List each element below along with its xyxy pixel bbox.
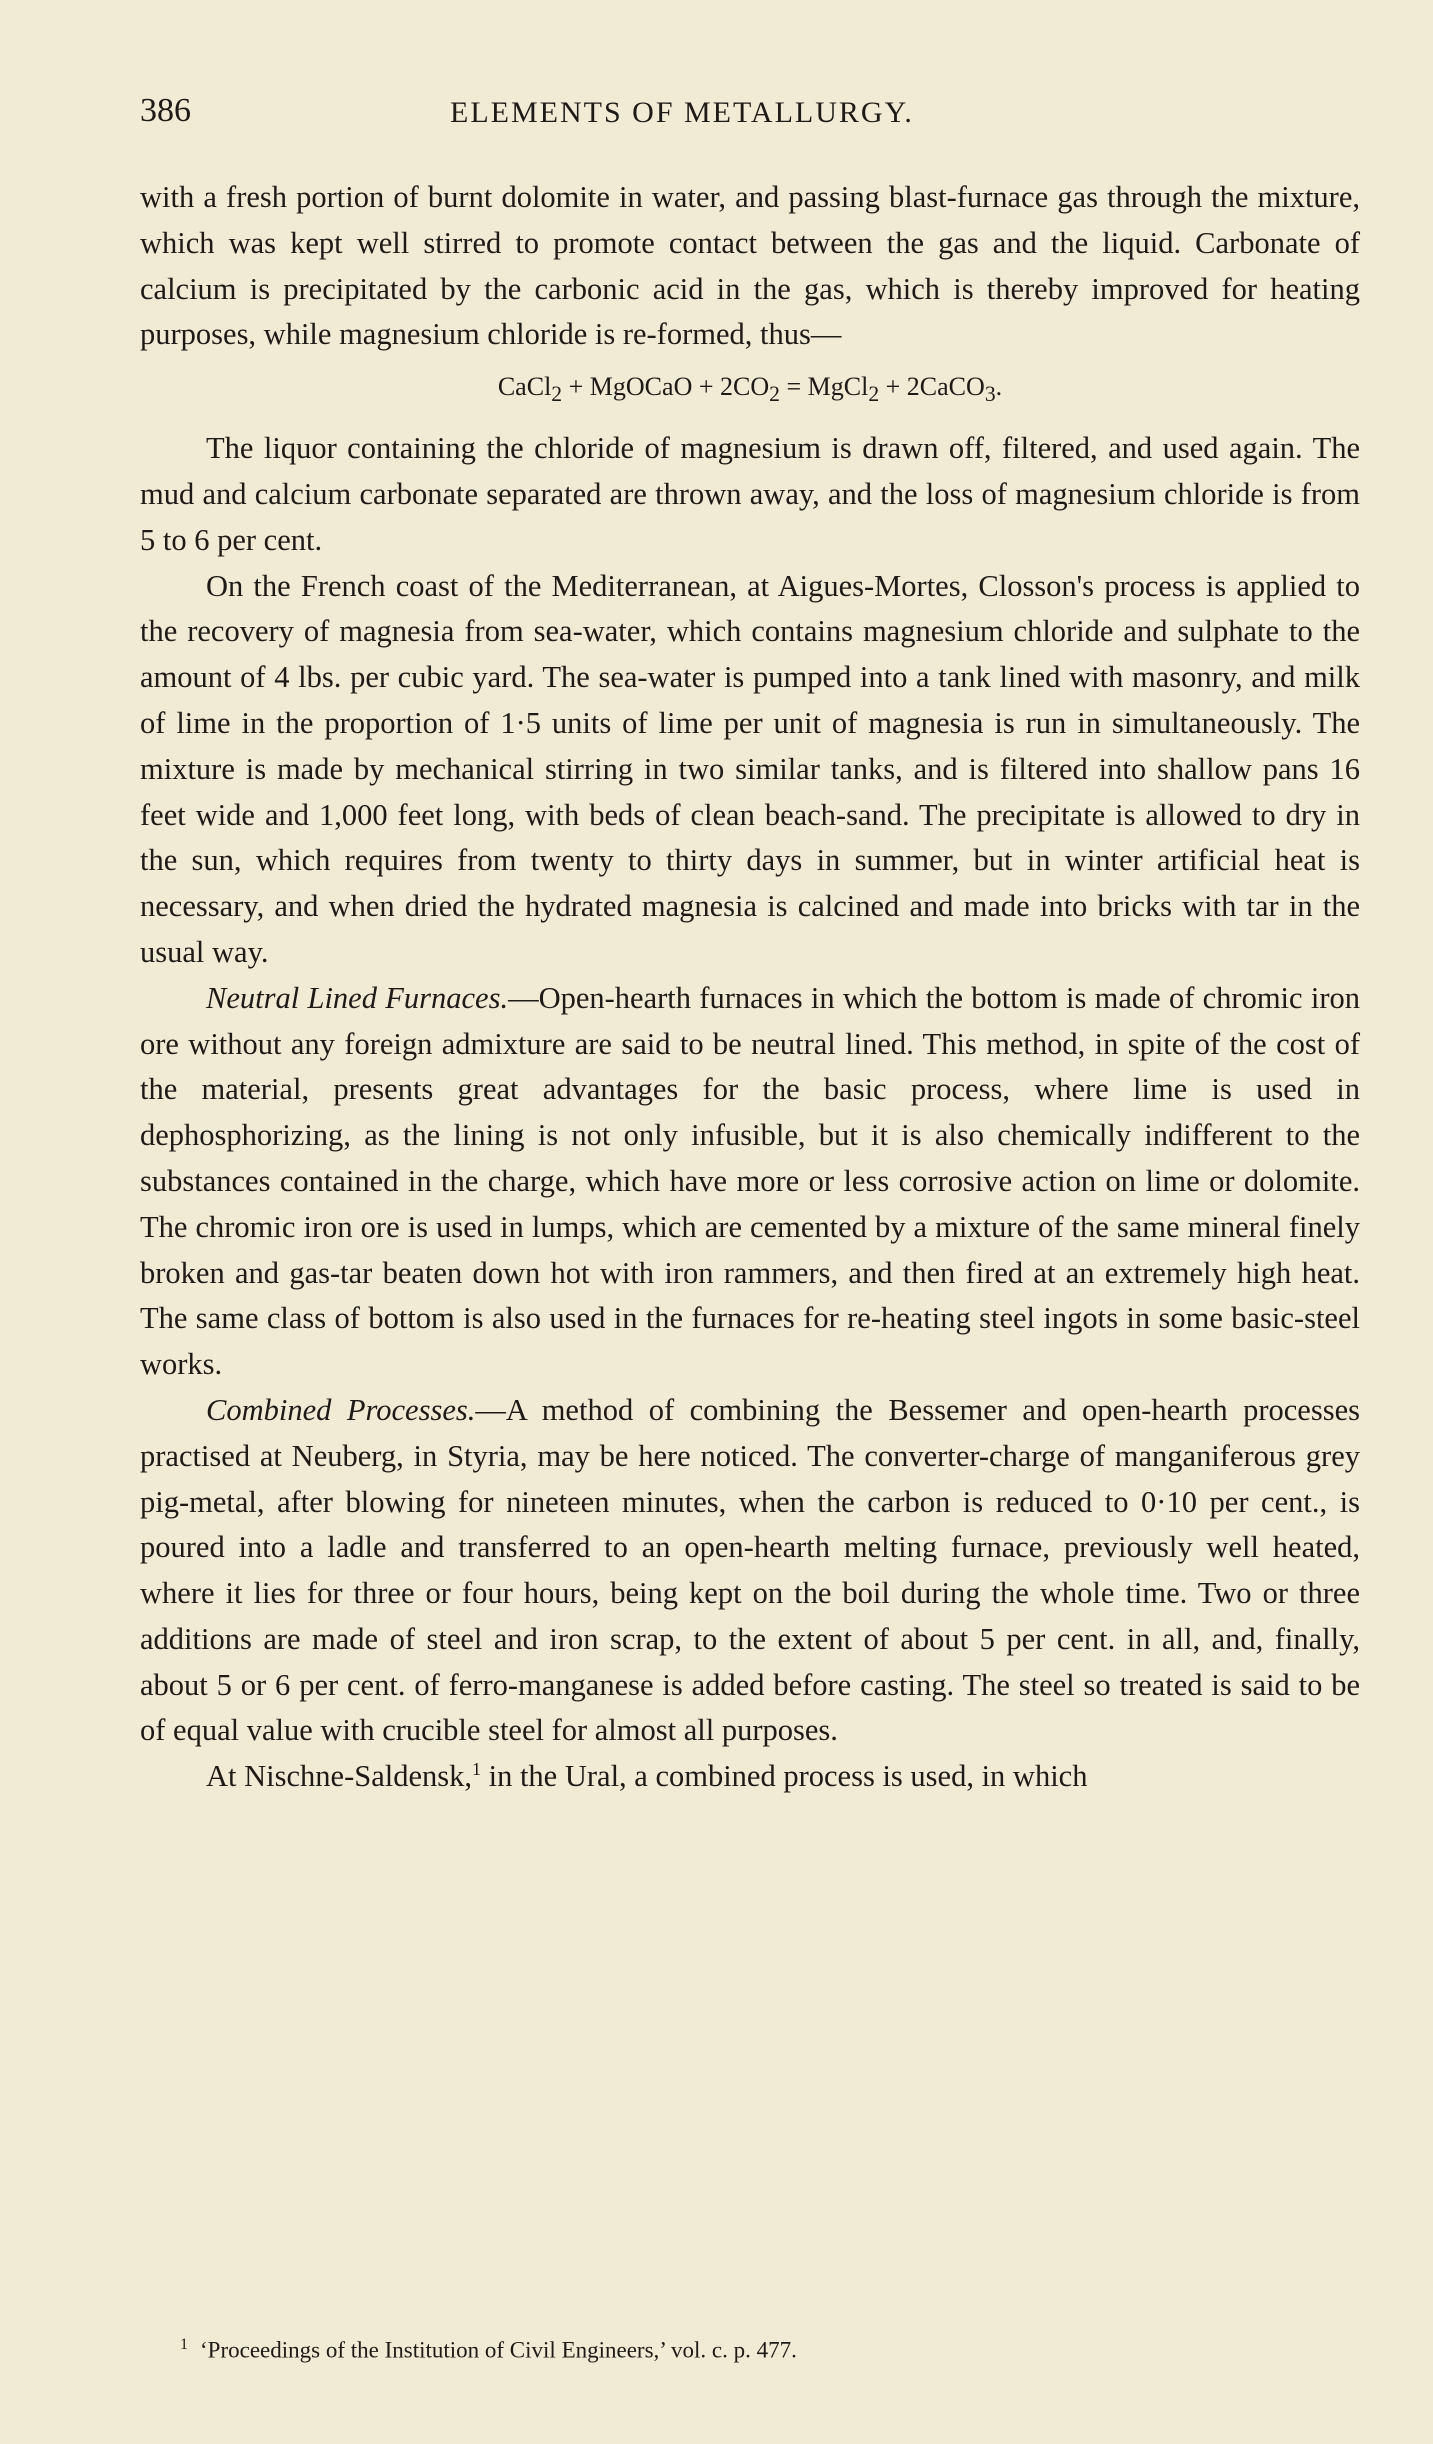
equation-subscript: 2 (769, 382, 780, 407)
footnote (180, 2330, 1360, 2366)
page-number: 386 (140, 92, 191, 129)
equation-term: = MgCl (779, 372, 869, 402)
paragraph-nischne-saldensk (140, 1754, 1360, 1800)
equation-term: . (995, 372, 1003, 402)
page-header (140, 92, 1360, 136)
paragraph-text: —Open-hearth furnaces in which the bottom is made of chromic iron ore without any foreign admixture are said to be neutral lined. This method, in spite of the cost of the material, presents great advantages for the basic process, where lime is used in dephosphorizing, as the lining is not only infusible, but it is also chemically indifferent to the substances contained in the charge, which have more or less corrosive action on lime or dolomite. The chromic iron ore is used in lumps, which are cemented by a mixture of the same mineral finely broken and gas-tar beaten down hot with iron rammers, and then fired at an extremely high heat. The same class of bottom is also used in the furnaces for re-heating steel ingots in some basic-steel works. (140, 980, 1360, 1382)
chemical-equation (140, 364, 1360, 418)
paragraph-text: At Nischne-Saldensk, (206, 1759, 472, 1794)
equation-term: + 2CaCO (879, 372, 985, 402)
paragraph-continuation: with a fresh portion of burnt dolomite in water, and passing blast-furnace gas through the mixture, which was kept well stirred to promote contact between the gas and the liquid. Carbonate of calcium is precipitated by the carbonic acid in the gas, which is thereby improved for heating purposes, while magnesium chloride is re-formed, thus— (140, 180, 1360, 352)
equation-subscript: 2 (868, 382, 880, 407)
equation-subscript: 3 (984, 382, 996, 407)
running-title: ELEMENTS OF METALLURGY. (450, 96, 914, 129)
footnote-reference: 1 (471, 1759, 481, 1780)
paragraph-text: —A method of combining the Bessemer and open-hearth processes practised at Neuberg, in Styria, may be here noticed. The converter-charge of manganiferous grey pig-metal, after blowing for nineteen minutes, when the carbon is reduced to 0·10 per cent., is poured into a ladle and transferred to an open-hearth melting furnace, previously well heated, where it lies for three or four hours, being kept on the boil during the whole time. Two or three additions are made of steel and iron scrap, to the extent of about 5 per cent. in all, and, finally, about 5 or 6 per cent. of ferro-manganese is added before casting. The steel so treated is said to be of equal value with crucible steel for almost all purposes. (140, 1392, 1360, 1748)
paragraph-text: in the Ural, a combined process is used, in which (480, 1759, 1088, 1794)
body-text (140, 175, 1360, 1800)
section-heading-combined-processes: Combined Processes. (206, 1392, 476, 1427)
paragraph-liquor: The liquor containing the chloride of magnesium is drawn off, filtered, and used again. The mud and calcium carbonate separated are thrown away, and the loss of magnesium chloride is from 5 to 6 per cent. (140, 431, 1360, 557)
footnote-text: ‘Proceedings of the Institution of Civil Engineers,’ vol. c. p. 477. (200, 2337, 797, 2363)
equation-term: + MgOCaO + 2CO (562, 372, 770, 402)
paragraph-combined-processes (140, 1388, 1360, 1754)
section-heading-neutral-lined: Neutral Lined Furnaces. (206, 980, 509, 1015)
equation-subscript: 2 (551, 382, 563, 407)
footnote-number: 1 (180, 2336, 188, 2353)
equation-term: CaCl (497, 372, 552, 402)
paragraph-neutral-lined-furnaces (140, 976, 1360, 1388)
paragraph-closson-process: On the French coast of the Mediterranean, at Aigues-Mortes, Closson's process is applied to the recovery of magnesia from sea-water, which contains magnesium chloride and sulphate to the amount of 4 lbs. per cubic yard. The sea-water is pumped into a tank lined with masonry, and milk of lime in the proportion of 1·5 units of lime per unit of magnesia is run in simultaneously. The mixture is made by mechanical stirring in two similar tanks, and is filtered into shallow pans 16 feet wide and 1,000 feet long, with beds of clean beach-sand. The precipitate is allowed to dry in the sun, which requires from twenty to thirty days in summer, but in winter artificial heat is necessary, and when dried the hydrated magnesia is calcined and made into bricks with tar in the usual way. (140, 568, 1360, 969)
